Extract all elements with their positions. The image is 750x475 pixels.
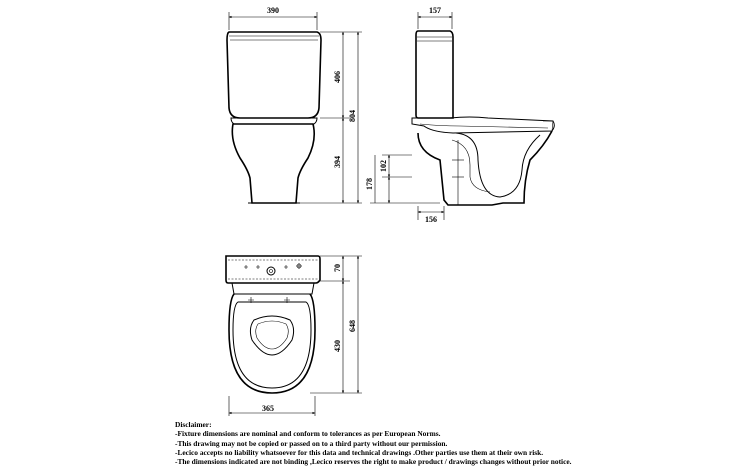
disclaimer-line: -Fixture dimensions are nominal and conform to tolerances as per European Norms. bbox=[175, 429, 441, 439]
dim-total-height: 804 bbox=[348, 110, 357, 122]
plan-dimensions bbox=[229, 256, 362, 416]
dim-plan-tank-depth: 70 bbox=[333, 264, 342, 272]
disclaimer-block bbox=[175, 420, 735, 466]
dim-outlet-height: 102 bbox=[379, 160, 388, 172]
dim-base-depth: 156 bbox=[425, 215, 437, 224]
dim-tank-height: 406 bbox=[333, 71, 342, 83]
dim-plan-total-depth: 648 bbox=[348, 320, 357, 332]
disclaimer-title: Disclaimer: bbox=[175, 420, 212, 429]
side-view bbox=[412, 31, 554, 205]
plan-view bbox=[226, 256, 320, 393]
disclaimer-line: -Lecico accepts no liability whatsoever for this data and technical drawings .Other parties use them at their own risk. bbox=[175, 447, 544, 457]
dim-pan-height: 394 bbox=[333, 156, 342, 168]
front-view bbox=[227, 32, 321, 203]
disclaimer-line: -This drawing may not be copied or passed on to a third party without our permission. bbox=[175, 438, 448, 448]
dim-outlet-offset: 178 bbox=[365, 178, 374, 190]
dim-plan-width: 365 bbox=[262, 404, 274, 413]
side-dimensions bbox=[365, 6, 452, 224]
dim-front-width: 390 bbox=[267, 6, 279, 15]
dim-plan-pan-depth: 430 bbox=[333, 340, 342, 352]
dim-side-tank-depth: 157 bbox=[429, 6, 441, 15]
disclaimer-line: -The dimensions indicated are not binding ,Lecico reserves the right to make product / drawings changes without prior notice. bbox=[175, 457, 572, 467]
